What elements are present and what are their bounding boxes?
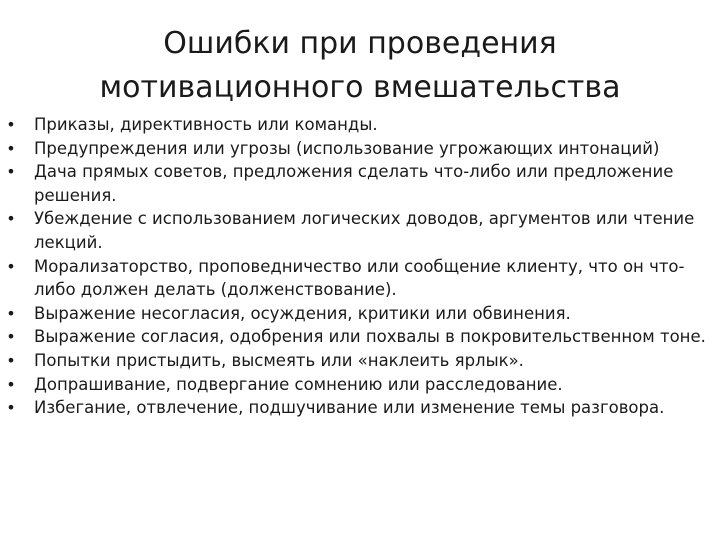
list-item-text: Убеждение с использованием логических доводов, аргументов или чтение лекций. — [34, 209, 695, 252]
list-item — [0, 137, 712, 161]
list-item-text: Морализаторство, проповедничество или сообщение клиенту, что он что-либо должен делать (долженствование). — [34, 256, 685, 300]
bullet-icon: • — [6, 256, 16, 276]
bullet-icon: • — [6, 350, 16, 370]
slide-title-line-2: мотивационного вмешательства — [99, 70, 621, 105]
list-item — [0, 255, 712, 302]
list-item-text: Выражение несогласия, осуждения, критики или обвинения. — [34, 303, 571, 323]
bullet-icon: • — [6, 327, 16, 347]
list-item-text: Предупреждения или угрозы (использование угрожающих интонаций) — [34, 138, 660, 158]
bullet-icon: • — [6, 115, 16, 134]
list-item-text: Попытки пристыдить, высмеять или «наклеить ярлык». — [34, 350, 524, 370]
bullet-icon: • — [6, 209, 16, 229]
bullet-icon: • — [6, 162, 16, 182]
bullet-icon: • — [6, 138, 16, 158]
list-item-text: Приказы, директивность или команды. — [34, 115, 378, 134]
slide-title — [0, 22, 720, 110]
list-item-text: Допрашивание, подвергание сомнению или расследование. — [34, 374, 563, 394]
list-item — [0, 396, 712, 420]
list-item — [0, 302, 712, 326]
bullet-icon: • — [6, 398, 16, 418]
bullet-list — [0, 113, 712, 420]
list-item — [0, 160, 712, 207]
bullet-icon: • — [6, 303, 16, 323]
slide-title-line-1: Ошибки при проведения — [163, 26, 557, 61]
list-item-text: Избегание, отвлечение, подшучивание или изменение темы разговора. — [34, 398, 665, 418]
list-item — [0, 349, 712, 373]
list-item — [0, 207, 712, 254]
list-item-text: Выражение согласия, одобрения или похвалы в покровительственном тоне. — [34, 327, 706, 347]
list-item — [0, 325, 712, 349]
bullet-icon: • — [6, 374, 16, 394]
list-item-text: Дача прямых советов, предложения сделать что-либо или предложение решения. — [34, 162, 674, 205]
list-item — [0, 373, 712, 397]
list-item — [0, 113, 712, 137]
